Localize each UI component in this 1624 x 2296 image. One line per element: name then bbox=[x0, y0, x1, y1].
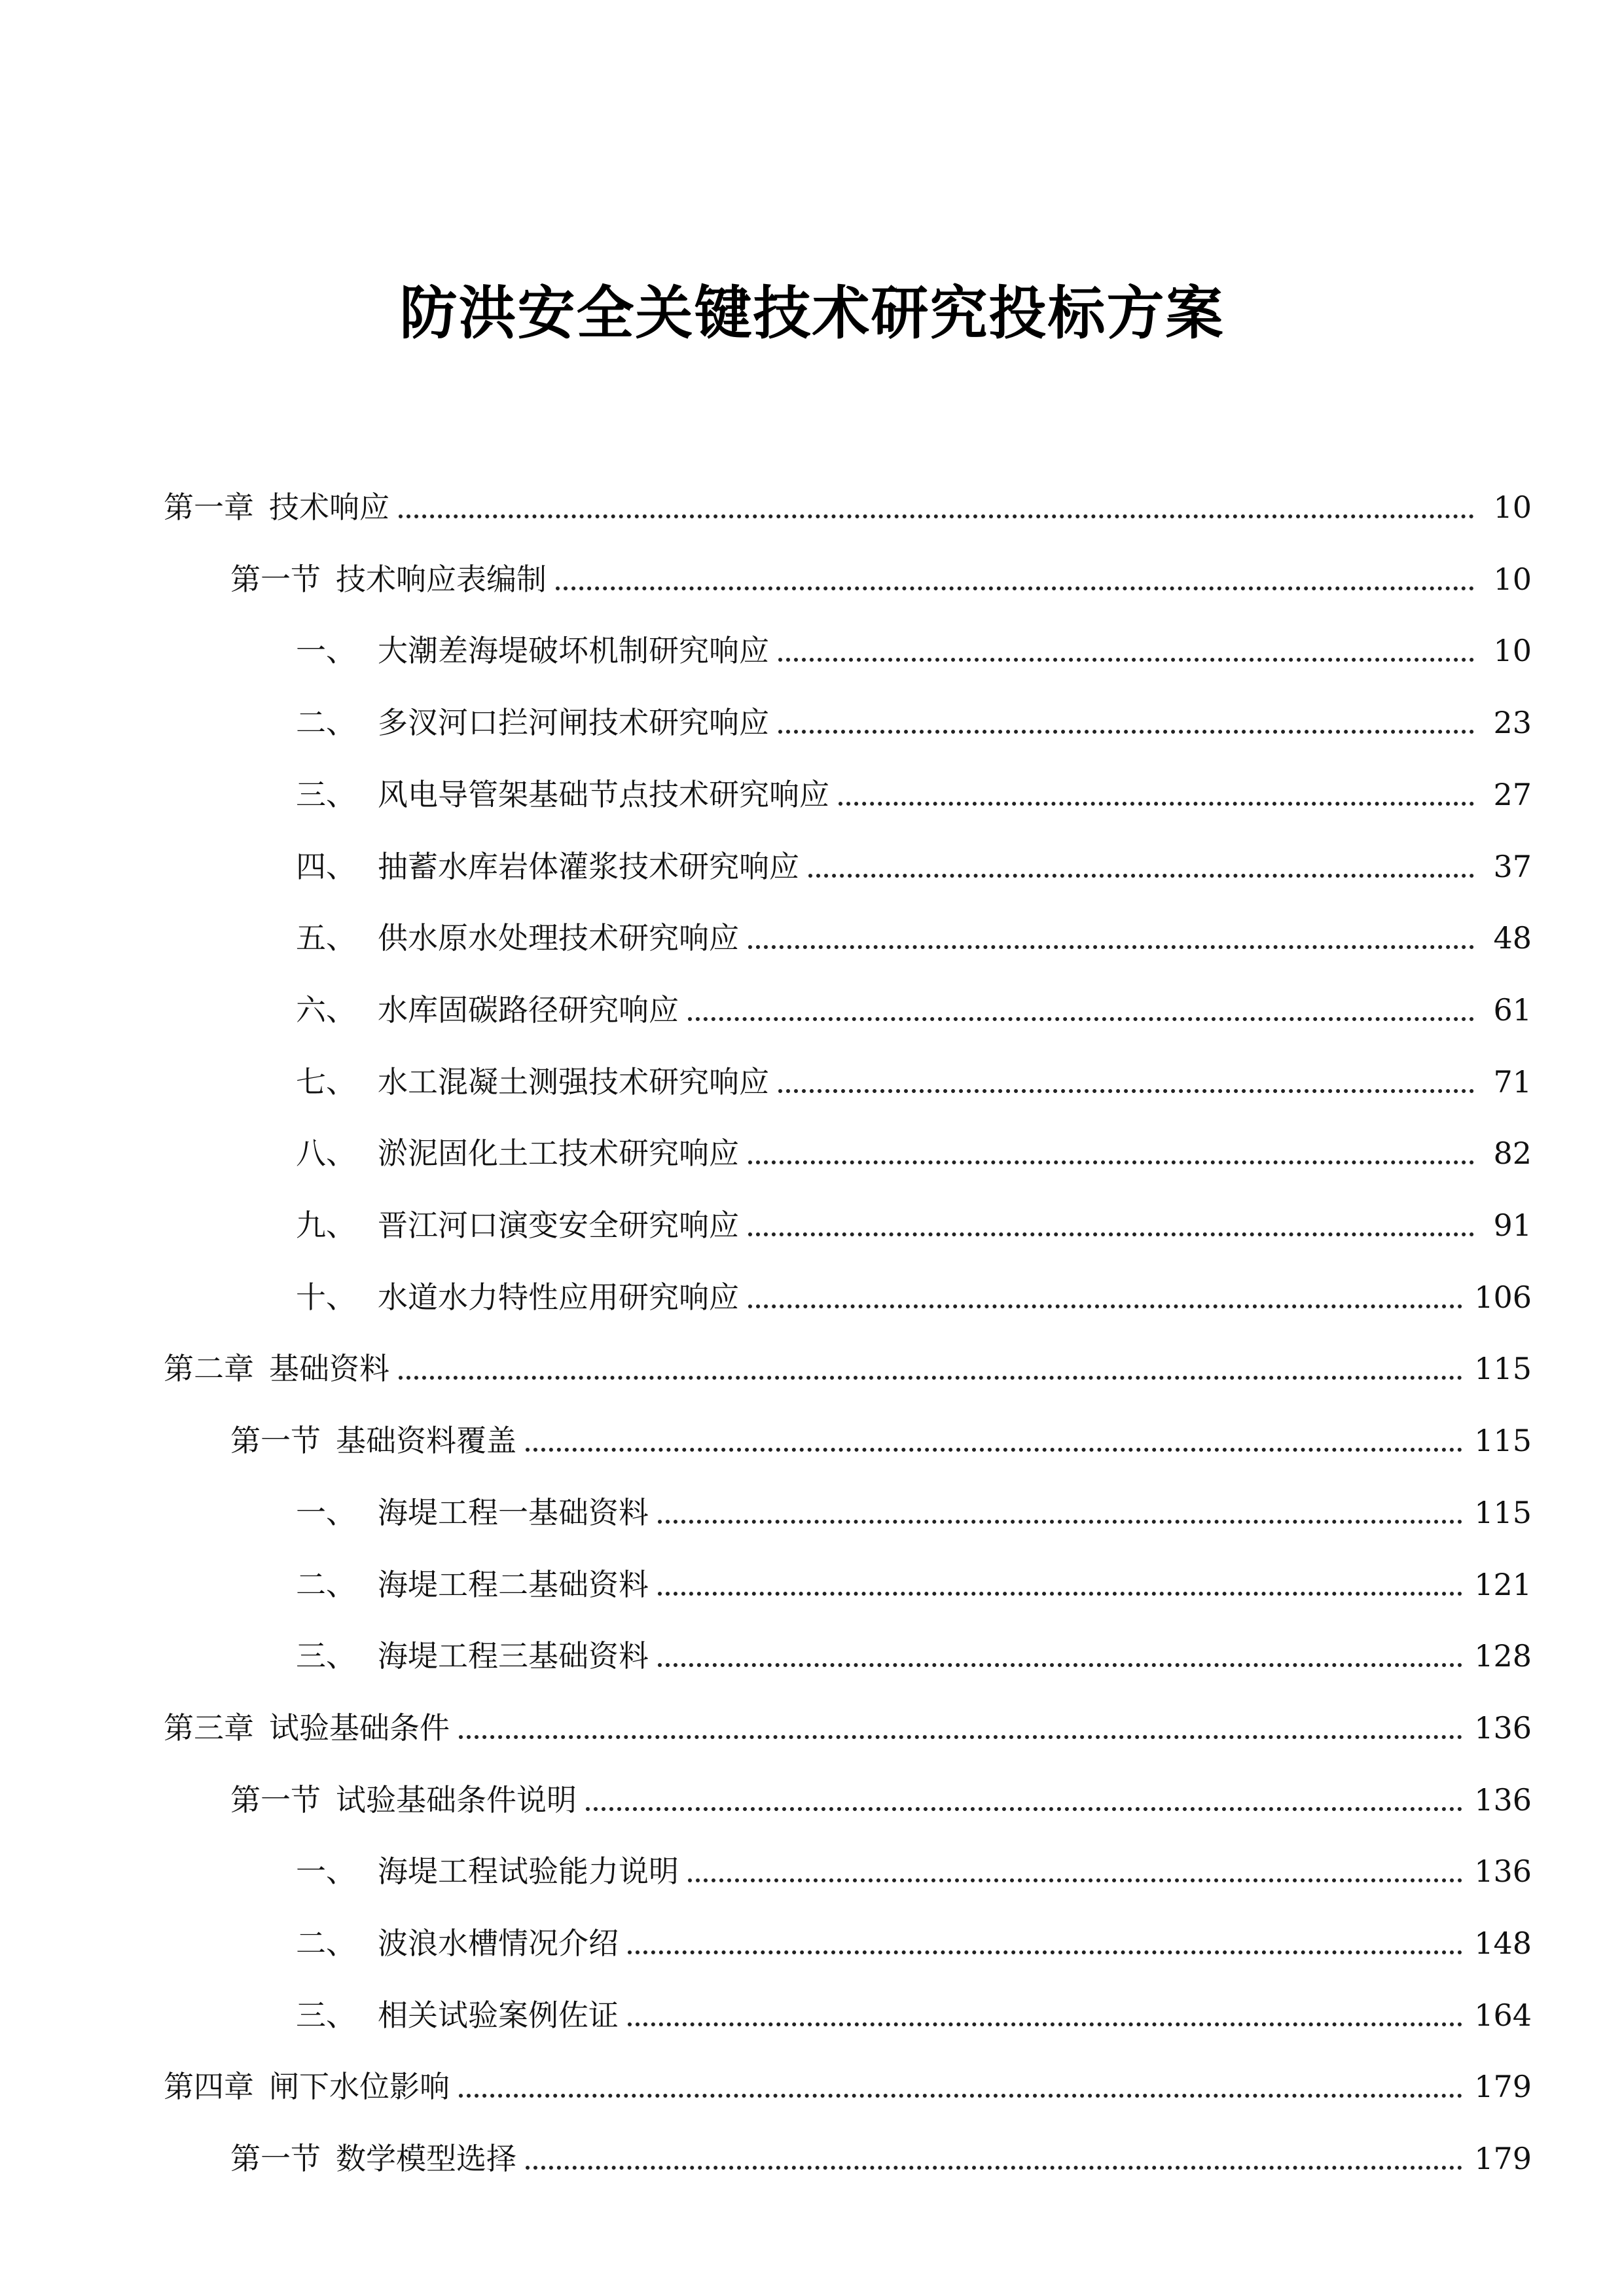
toc-page-number: 61 bbox=[1493, 992, 1532, 1028]
toc-entry[interactable] bbox=[164, 2054, 1532, 2119]
toc-leader-dots bbox=[748, 1232, 1474, 1236]
toc-entry[interactable] bbox=[164, 1695, 1532, 1761]
toc-entry-text: 大潮差海堤破坏机制研究响应 bbox=[378, 633, 769, 668]
toc-entry-label bbox=[296, 905, 739, 971]
toc-entry-label bbox=[230, 2126, 516, 2191]
toc-row bbox=[0, 2126, 1624, 2198]
toc-row bbox=[0, 1265, 1624, 1336]
toc-row bbox=[0, 762, 1624, 834]
toc-entry[interactable] bbox=[296, 690, 1532, 755]
toc-entry-number: 二、 bbox=[296, 1926, 356, 1961]
toc-page-number: 128 bbox=[1474, 1638, 1532, 1674]
toc-entry-label bbox=[296, 1049, 769, 1115]
toc-leader-dots bbox=[748, 1160, 1474, 1164]
toc-entry-text: 风电导管架基础节点技术研究响应 bbox=[378, 777, 829, 812]
toc-row bbox=[0, 2054, 1624, 2126]
toc-row bbox=[0, 1049, 1624, 1121]
toc-entry-label bbox=[296, 618, 769, 683]
toc-page-number: 164 bbox=[1474, 1998, 1532, 2033]
toc-leader-dots bbox=[399, 1376, 1462, 1380]
toc-row bbox=[0, 1121, 1624, 1193]
toc-entry-text: 相关试验案例佐证 bbox=[378, 1998, 619, 2033]
toc-entry[interactable] bbox=[296, 1839, 1532, 1904]
toc-entry-number: 三、 bbox=[296, 1998, 356, 2033]
toc-entry-number: 三、 bbox=[296, 777, 356, 812]
toc-page-number: 136 bbox=[1474, 1854, 1532, 1889]
toc-entry[interactable] bbox=[296, 1049, 1532, 1115]
toc-leader-dots bbox=[748, 945, 1474, 949]
toc-row bbox=[0, 834, 1624, 906]
toc-entry-text: 基础资料覆盖 bbox=[336, 1423, 516, 1458]
toc-row bbox=[0, 1480, 1624, 1552]
toc-entry-number: 四、 bbox=[296, 849, 356, 884]
toc-page-number: 23 bbox=[1493, 705, 1532, 740]
toc-entry-text: 试验基础条件说明 bbox=[336, 1782, 577, 1818]
toc-entry-label bbox=[296, 977, 679, 1043]
toc-entry-number: 第一章 bbox=[164, 490, 254, 525]
toc-entry[interactable] bbox=[296, 834, 1532, 899]
toc-entry[interactable] bbox=[296, 1121, 1532, 1186]
toc-leader-dots bbox=[658, 1520, 1462, 1524]
toc-entry[interactable] bbox=[296, 1480, 1532, 1545]
toc-row bbox=[0, 475, 1624, 547]
toc-row bbox=[0, 1552, 1624, 1624]
toc-entry-text: 多汊河口拦河闸技术研究响应 bbox=[378, 705, 769, 740]
toc-entry-text: 基础资料 bbox=[269, 1351, 389, 1386]
toc-entry-text: 海堤工程试验能力说明 bbox=[378, 1854, 679, 1889]
toc-entry-text: 晋江河口演变安全研究响应 bbox=[378, 1208, 739, 1243]
toc-entry-label bbox=[230, 1767, 577, 1833]
toc-entry[interactable] bbox=[296, 1623, 1532, 1689]
toc-leader-dots bbox=[839, 802, 1474, 806]
toc-entry-text: 闸下水位影响 bbox=[269, 2069, 450, 2104]
toc-row bbox=[0, 1982, 1624, 2054]
toc-entry-text: 供水原水处理技术研究响应 bbox=[378, 920, 739, 956]
toc-entry-number: 第一节 bbox=[230, 1782, 321, 1818]
toc-page-number: 121 bbox=[1474, 1567, 1532, 1602]
toc-entry-number: 第二章 bbox=[164, 1351, 254, 1386]
toc-page-number: 115 bbox=[1474, 1423, 1532, 1458]
toc-page-number: 10 bbox=[1493, 562, 1532, 597]
toc-row bbox=[0, 618, 1624, 690]
toc-entry-number: 二、 bbox=[296, 1567, 356, 1602]
toc-entry-label bbox=[164, 475, 389, 540]
toc-entry[interactable] bbox=[296, 1265, 1532, 1330]
toc-row bbox=[0, 547, 1624, 619]
toc-entry[interactable] bbox=[296, 1910, 1532, 1976]
toc-entry-number: 第一节 bbox=[230, 2141, 321, 2176]
toc-page-number: 82 bbox=[1493, 1136, 1532, 1171]
toc-leader-dots bbox=[778, 658, 1474, 662]
toc-entry[interactable] bbox=[296, 1552, 1532, 1617]
toc-row bbox=[0, 1193, 1624, 1265]
toc-page-number: 106 bbox=[1474, 1280, 1532, 1315]
toc-entry-number: 一、 bbox=[296, 633, 356, 668]
toc-entry[interactable] bbox=[230, 2126, 1532, 2191]
toc-entry-text: 海堤工程一基础资料 bbox=[378, 1495, 649, 1530]
toc-entry-label bbox=[296, 762, 829, 827]
toc-entry[interactable] bbox=[296, 977, 1532, 1043]
toc-page-number: 136 bbox=[1474, 1782, 1532, 1818]
toc-entry-number: 五、 bbox=[296, 920, 356, 956]
toc-leader-dots bbox=[778, 1089, 1474, 1093]
toc-entry-number: 第一节 bbox=[230, 562, 321, 597]
toc-entry-text: 试验基础条件 bbox=[269, 1710, 450, 1746]
toc-entry-text: 海堤工程三基础资料 bbox=[378, 1638, 649, 1674]
document-title: 防洪安全关键技术研究投标方案 bbox=[399, 279, 1225, 347]
toc-leader-dots bbox=[688, 1017, 1474, 1021]
toc-leader-dots bbox=[459, 2094, 1462, 2098]
toc-entry-text: 水道水力特性应用研究响应 bbox=[378, 1280, 739, 1315]
toc-entry-label bbox=[296, 1552, 649, 1617]
toc-page-number: 115 bbox=[1474, 1351, 1532, 1386]
toc-entry[interactable] bbox=[296, 1982, 1532, 2048]
toc-entry[interactable] bbox=[296, 1193, 1532, 1258]
toc-leader-dots bbox=[808, 874, 1474, 878]
toc-row bbox=[0, 1695, 1624, 1767]
toc-page-number: 179 bbox=[1474, 2141, 1532, 2176]
toc-entry-number: 九、 bbox=[296, 1208, 356, 1243]
toc-row bbox=[0, 1910, 1624, 1982]
toc-entry-text: 技术响应 bbox=[269, 490, 389, 525]
toc-leader-dots bbox=[586, 1807, 1462, 1811]
toc-entry-text: 水库固碳路径研究响应 bbox=[378, 992, 679, 1028]
toc-row bbox=[0, 1767, 1624, 1839]
toc-entry-number: 八、 bbox=[296, 1136, 356, 1171]
toc-leader-dots bbox=[658, 1592, 1462, 1596]
toc-entry-text: 技术响应表编制 bbox=[336, 562, 547, 597]
toc-entry-number: 第三章 bbox=[164, 1710, 254, 1746]
toc-entry-label bbox=[296, 690, 769, 755]
toc-entry-label bbox=[296, 1265, 739, 1330]
toc-entry-text: 数学模型选择 bbox=[336, 2141, 516, 2176]
toc-entry[interactable] bbox=[164, 475, 1532, 540]
toc-entry-label bbox=[230, 1408, 516, 1473]
toc-entry-label bbox=[296, 1480, 649, 1545]
toc-leader-dots bbox=[459, 1735, 1462, 1739]
toc-entry-number: 十、 bbox=[296, 1280, 356, 1315]
toc-entry-label bbox=[296, 1982, 619, 2048]
toc-page-number: 136 bbox=[1474, 1710, 1532, 1746]
toc-entry-number: 第一节 bbox=[230, 1423, 321, 1458]
toc-page-number: 27 bbox=[1493, 777, 1532, 812]
toc-leader-dots bbox=[399, 514, 1474, 518]
toc-page-number: 71 bbox=[1493, 1064, 1532, 1100]
toc-entry-label bbox=[230, 547, 547, 612]
toc-leader-dots bbox=[628, 2022, 1462, 2026]
toc-leader-dots bbox=[628, 1950, 1462, 1954]
toc-leader-dots bbox=[556, 586, 1474, 590]
toc-entry[interactable] bbox=[230, 1767, 1532, 1833]
toc-entry-label bbox=[164, 1695, 450, 1761]
toc-leader-dots bbox=[658, 1663, 1462, 1667]
toc-entry-label bbox=[296, 1910, 619, 1976]
toc-entry-label bbox=[296, 1121, 739, 1186]
toc-entry-text: 水工混凝土测强技术研究响应 bbox=[378, 1064, 769, 1100]
toc-leader-dots bbox=[526, 2166, 1462, 2170]
toc-row bbox=[0, 1408, 1624, 1480]
toc-leader-dots bbox=[688, 1878, 1462, 1882]
toc-entry-label bbox=[296, 1839, 679, 1904]
toc-row bbox=[0, 1336, 1624, 1408]
toc-entry[interactable] bbox=[164, 1336, 1532, 1401]
toc-entry[interactable] bbox=[296, 618, 1532, 683]
toc-leader-dots bbox=[748, 1304, 1462, 1308]
toc-entry-number: 三、 bbox=[296, 1638, 356, 1674]
toc-entry-label bbox=[164, 2054, 450, 2119]
toc-page-number: 10 bbox=[1493, 490, 1532, 525]
toc-page-number: 37 bbox=[1493, 849, 1532, 884]
toc-entry[interactable] bbox=[230, 547, 1532, 612]
toc-entry-label bbox=[296, 834, 799, 899]
toc-entry-number: 第四章 bbox=[164, 2069, 254, 2104]
toc-page-number: 91 bbox=[1493, 1208, 1532, 1243]
toc-entry-number: 六、 bbox=[296, 992, 356, 1028]
toc-entry-number: 一、 bbox=[296, 1854, 356, 1889]
toc-entry-text: 波浪水槽情况介绍 bbox=[378, 1926, 619, 1961]
toc-entry[interactable] bbox=[230, 1408, 1532, 1473]
toc-leader-dots bbox=[526, 1448, 1462, 1452]
toc-row bbox=[0, 905, 1624, 977]
toc-entry-text: 淤泥固化土工技术研究响应 bbox=[378, 1136, 739, 1171]
toc-entry-label bbox=[296, 1193, 739, 1258]
toc-page-number: 48 bbox=[1493, 920, 1532, 956]
toc-row bbox=[0, 690, 1624, 762]
toc-entry[interactable] bbox=[296, 762, 1532, 827]
toc-row bbox=[0, 1839, 1624, 1910]
toc-entry-number: 一、 bbox=[296, 1495, 356, 1530]
toc-leader-dots bbox=[778, 730, 1474, 734]
toc-page-number: 148 bbox=[1474, 1926, 1532, 1961]
toc-entry-text: 海堤工程二基础资料 bbox=[378, 1567, 649, 1602]
toc-row bbox=[0, 1623, 1624, 1695]
toc-page-number: 179 bbox=[1474, 2069, 1532, 2104]
toc-entry-text: 抽蓄水库岩体灌浆技术研究响应 bbox=[378, 849, 799, 884]
toc-entry-label bbox=[296, 1623, 649, 1689]
toc-row bbox=[0, 977, 1624, 1049]
toc-entry-label bbox=[164, 1336, 389, 1401]
toc-page-number: 115 bbox=[1474, 1495, 1532, 1530]
toc-entry-number: 七、 bbox=[296, 1064, 356, 1100]
toc-entry[interactable] bbox=[296, 905, 1532, 971]
toc-page-number: 10 bbox=[1493, 633, 1532, 668]
toc-entry-number: 二、 bbox=[296, 705, 356, 740]
